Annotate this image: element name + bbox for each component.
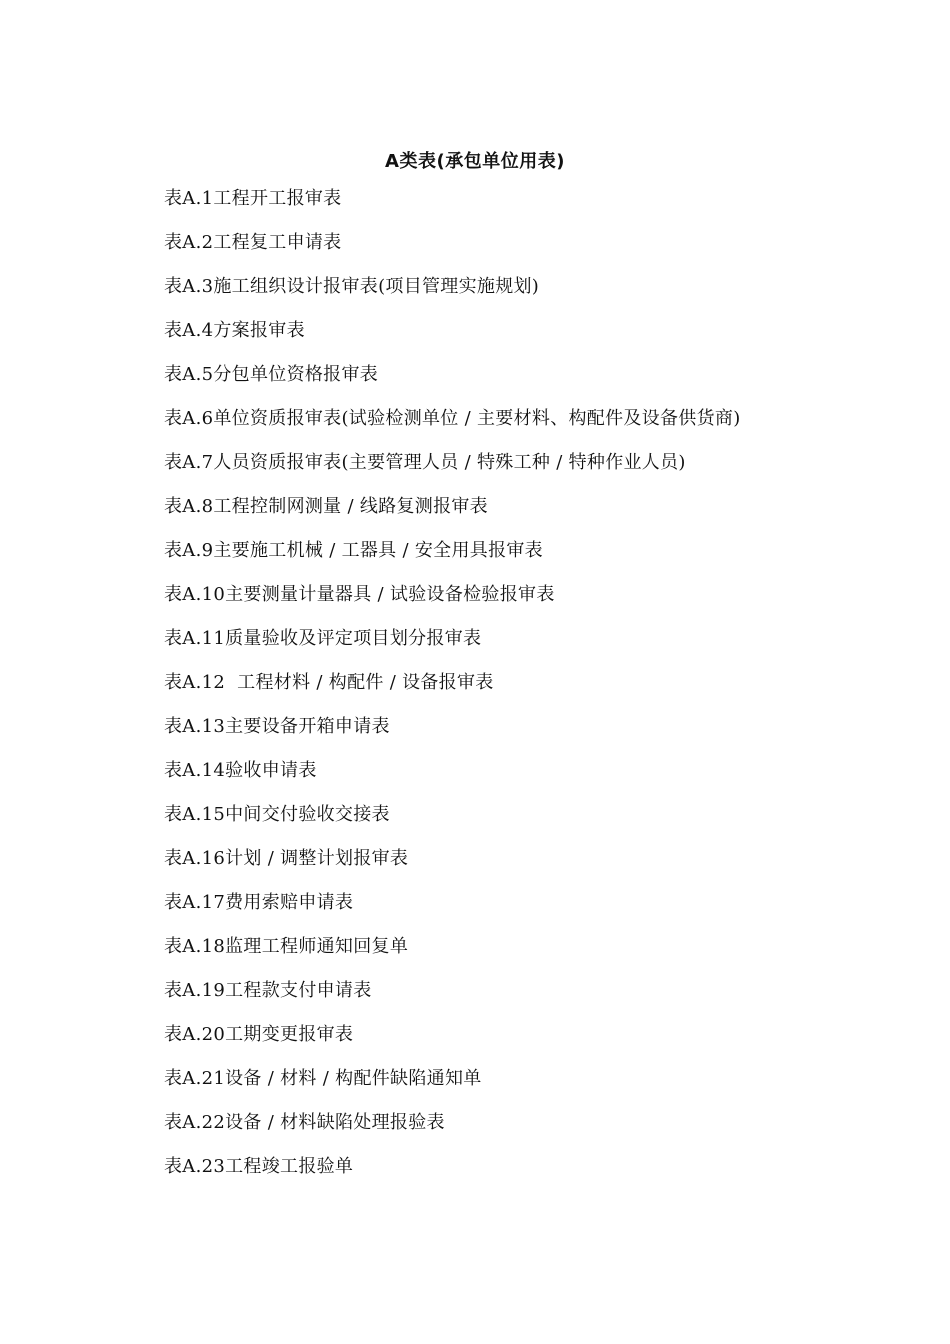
list-item-a10: 表A.10主要测量计量器具 / 试验设备检验报审表	[164, 584, 555, 605]
list-item-a15: 表A.15中间交付验收交接表	[164, 804, 390, 825]
list-item-a5: 表A.5分包单位资格报审表	[164, 364, 379, 385]
list-item-a4: 表A.4方案报审表	[164, 320, 305, 341]
list-item-a22: 表A.22设备 / 材料缺陷处理报验表	[164, 1112, 445, 1133]
list-item-a8: 表A.8工程控制网测量 / 线路复测报审表	[164, 496, 488, 517]
list-item-a9: 表A.9主要施工机械 / 工器具 / 安全用具报审表	[164, 540, 543, 561]
list-item-a18: 表A.18监理工程师通知回复单	[164, 936, 409, 957]
list-item-a23: 表A.23工程竣工报验单	[164, 1156, 354, 1177]
list-item-a1: 表A.1工程开工报审表	[164, 188, 342, 209]
list-item-a19: 表A.19工程款支付申请表	[164, 980, 372, 1001]
list-item-a3: 表A.3施工组织设计报审表(项目管理实施规划)	[164, 276, 540, 297]
list-item-a16: 表A.16计划 / 调整计划报审表	[164, 848, 409, 869]
form-list	[164, 184, 741, 1196]
list-item-a21: 表A.21设备 / 材料 / 构配件缺陷通知单	[164, 1068, 482, 1089]
list-item-a12: 表A.12 工程材料 / 构配件 / 设备报审表	[164, 672, 494, 693]
page-title: A类表(承包单位用表)	[385, 151, 565, 172]
list-item-a13: 表A.13主要设备开箱申请表	[164, 716, 390, 737]
list-item-a17: 表A.17费用索赔申请表	[164, 892, 354, 913]
list-item-a7: 表A.7人员资质报审表(主要管理人员 / 特殊工种 / 特种作业人员)	[164, 452, 686, 473]
list-item-a20: 表A.20工期变更报审表	[164, 1024, 354, 1045]
list-item-a14: 表A.14验收申请表	[164, 760, 317, 781]
list-item-a6: 表A.6单位资质报审表(试验检测单位 / 主要材料、构配件及设备供货商)	[164, 408, 741, 429]
list-item-a11: 表A.11质量验收及评定项目划分报审表	[164, 628, 482, 649]
list-item-a2: 表A.2工程复工申请表	[164, 232, 342, 253]
